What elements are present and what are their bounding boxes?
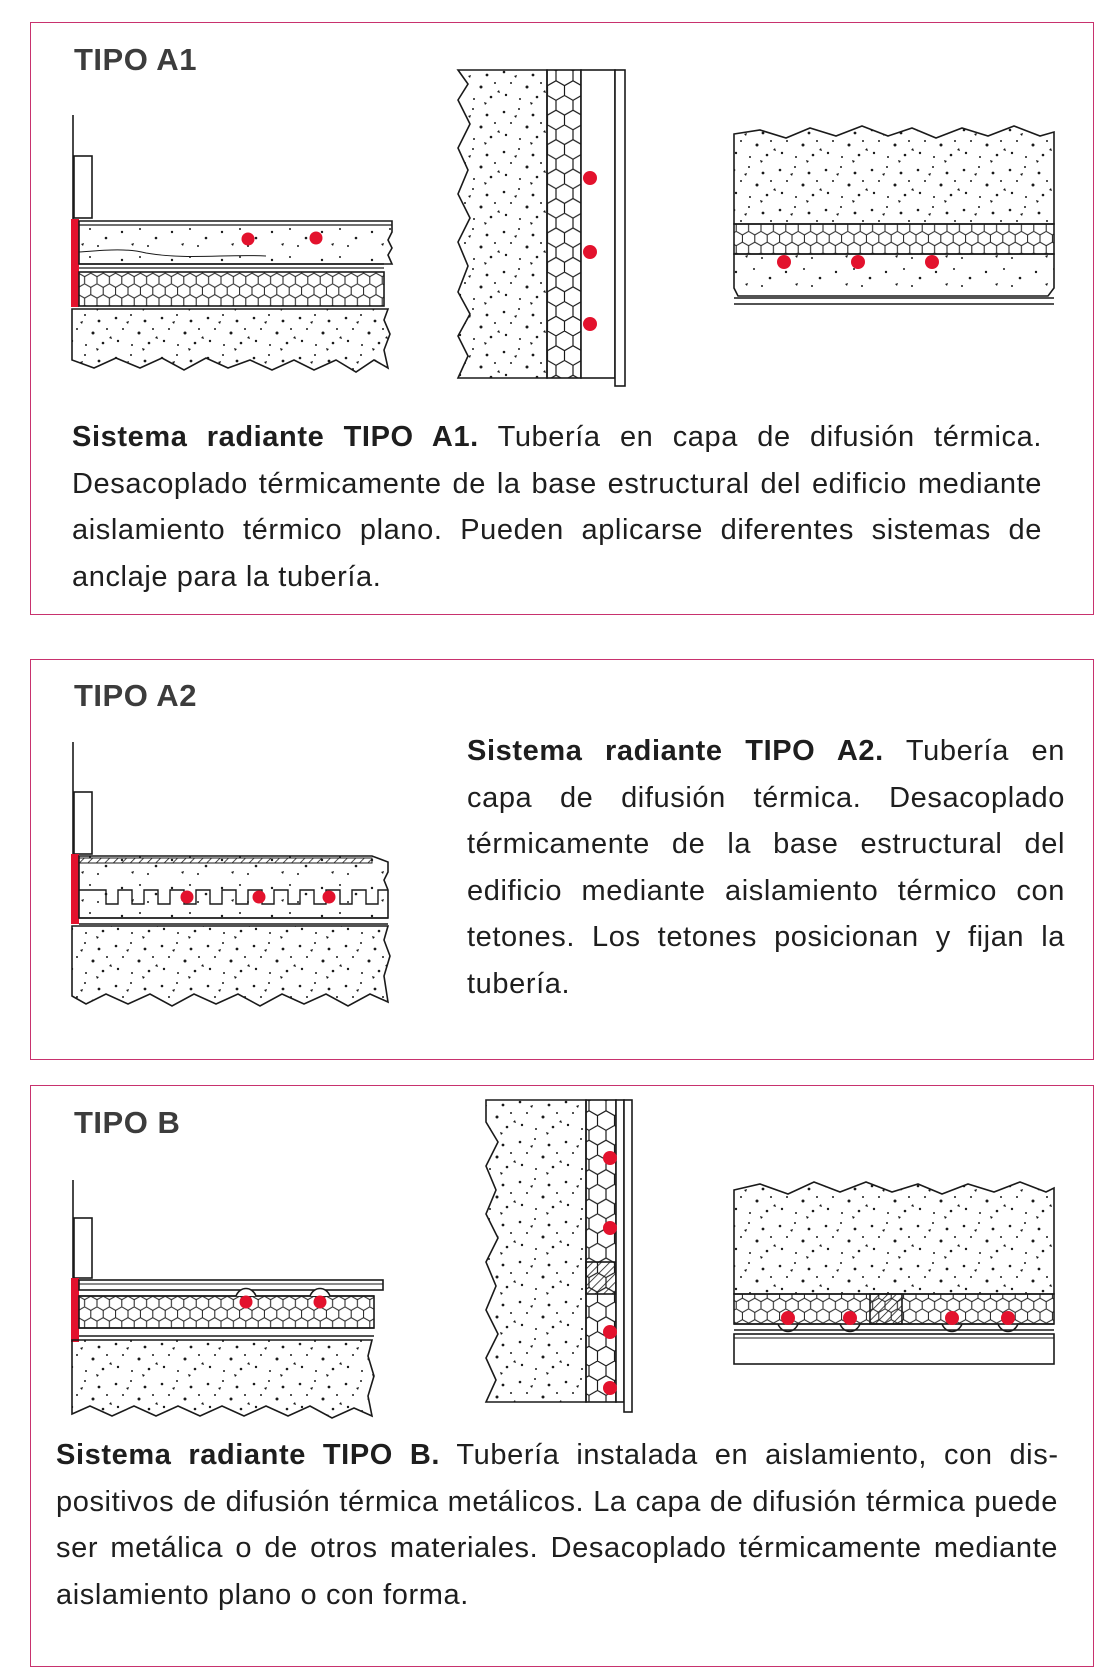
- panel-title: TIPO B: [74, 1105, 181, 1140]
- pipe: [851, 255, 865, 269]
- pipe: [583, 317, 597, 331]
- description-bold: Sistema radiante TIPO B.: [56, 1439, 441, 1471]
- diagram-b-ceiling: [730, 1180, 1060, 1380]
- edge-strip: [71, 219, 79, 307]
- pipe: [781, 1311, 795, 1325]
- panel-title: TIPO A2: [74, 678, 197, 713]
- panel-title: TIPO A1: [74, 42, 197, 77]
- pipe: [583, 171, 597, 185]
- diagram-b-wall: [470, 1096, 650, 1416]
- pipe: [603, 1221, 617, 1235]
- pipe: [242, 233, 255, 246]
- panel-description: [56, 1432, 1058, 1618]
- pipe: [925, 255, 939, 269]
- pipe: [945, 1311, 959, 1325]
- description-text: Tubería instalada en aislamiento, con dispositivos de difusión térmica metálicos. La capa de difusión térmica puede ser metálica o de otros materiales. Desacoplado térmicamente mediante aislamiento plano o con forma.: [56, 1439, 1058, 1611]
- pipe: [240, 1296, 253, 1309]
- pipe: [1001, 1311, 1015, 1325]
- diagram-a2-floor: [66, 740, 396, 1020]
- edge-strip: [71, 1278, 79, 1342]
- panel-description: [72, 414, 1042, 600]
- description-bold: Sistema radiante TIPO A2.: [467, 735, 884, 767]
- pipe: [603, 1381, 617, 1395]
- pipe: [314, 1296, 327, 1309]
- pipe: [603, 1151, 617, 1165]
- pipe: [583, 245, 597, 259]
- pipe: [323, 891, 336, 904]
- edge-strip: [71, 854, 79, 924]
- pipe: [843, 1311, 857, 1325]
- pipe: [253, 891, 266, 904]
- pipe: [181, 891, 194, 904]
- panel-description: [467, 728, 1065, 1007]
- pipe: [603, 1325, 617, 1339]
- description-text: Tubería en capa de difusión térmica. Desacoplado térmicamente de la base estructural del edificio mediante aislamiento térmico plano. Pueden aplicarse diferentes sistemas de anclaje para la tubería.: [72, 421, 1042, 593]
- diagram-a1-floor: [66, 112, 396, 382]
- pipe: [777, 255, 791, 269]
- diagram-a1-ceiling: [730, 124, 1060, 308]
- diagram-a1-wall: [454, 66, 634, 386]
- pipe: [310, 232, 323, 245]
- diagram-b-floor: [66, 1178, 396, 1438]
- description-text: Tubería en capa de difusión térmica. Desacoplado térmicamente de la base estructural del edificio mediante aislamiento térmico con tetones. Los tetones posicionan y fijan la tubería.: [467, 735, 1066, 1000]
- description-bold: Sistema radiante TIPO A1.: [72, 421, 479, 453]
